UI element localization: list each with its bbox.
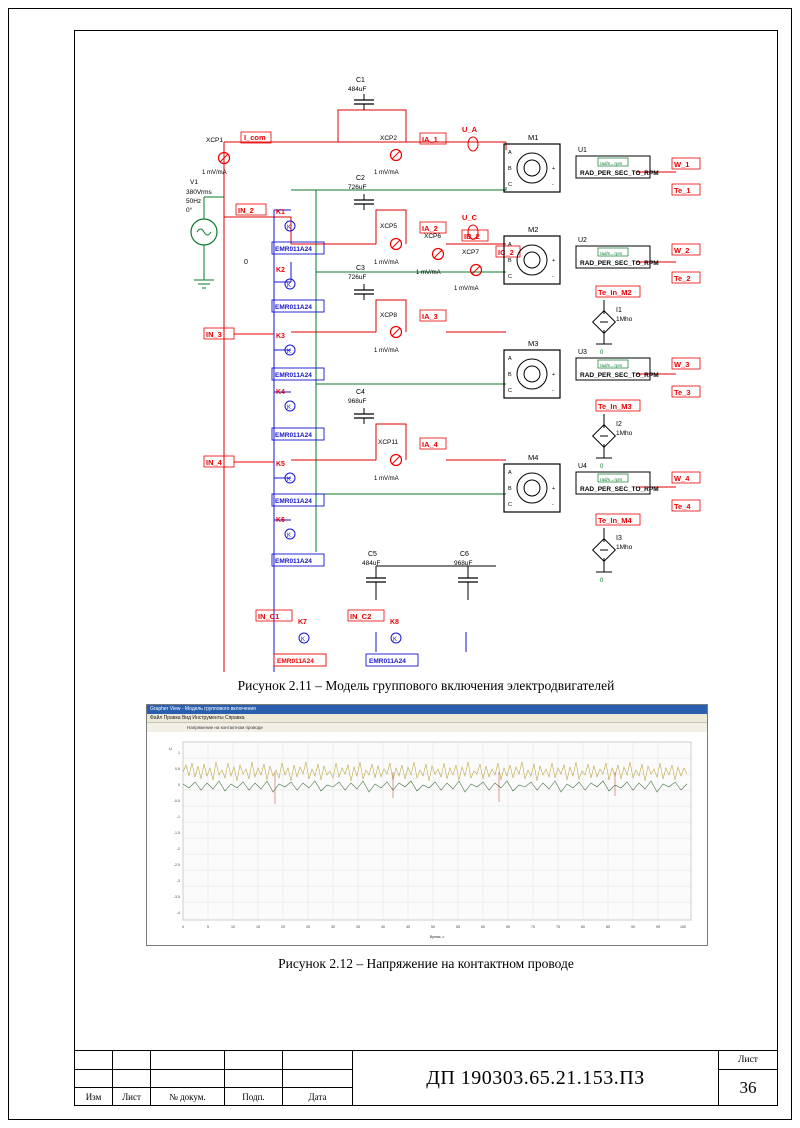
svg-text:W_2: W_2 [674, 246, 690, 255]
svg-text:B: B [508, 372, 512, 378]
label-xcp7-sens: 1 mV/mA [454, 286, 479, 292]
capacitor-c3 [354, 284, 374, 300]
chart-svg [147, 732, 705, 946]
svg-text:RAD_PER_SEC_TO_RPM: RAD_PER_SEC_TO_RPM [580, 486, 659, 493]
svg-text:K: K [287, 405, 292, 411]
motors [504, 133, 560, 512]
svg-text:IN_C1: IN_C1 [258, 612, 280, 621]
svg-text:W_3: W_3 [674, 360, 690, 369]
svg-text:IN_4: IN_4 [206, 458, 222, 467]
svg-text:rad/s→rpm: rad/s→rpm [600, 161, 623, 166]
svg-text:0: 0 [600, 350, 604, 356]
svg-text:45: 45 [406, 925, 410, 929]
svg-text:rad/s→rpm: rad/s→rpm [600, 477, 623, 482]
svg-text:EMR011A24: EMR011A24 [275, 498, 312, 505]
sheet-number: 36 [739, 1077, 757, 1097]
label-c1: C1 [356, 77, 365, 84]
label-i-com: I_com [244, 133, 266, 142]
tb-header-list: Лист [113, 1087, 151, 1105]
label-xcp2: XCP2 [380, 135, 397, 142]
svg-text:30: 30 [331, 925, 335, 929]
label-xcp5: XCP5 [380, 223, 397, 230]
probe-xcp6 [433, 249, 444, 260]
page-content [76, 32, 776, 1048]
svg-text:Te_3: Te_3 [674, 388, 691, 397]
tb-cell-list-2 [113, 1069, 151, 1087]
svg-text:95: 95 [656, 925, 660, 929]
svg-text:EMR011A24: EMR011A24 [275, 246, 312, 253]
label-ia-3: IA_3 [422, 312, 438, 321]
svg-text:U3: U3 [578, 349, 587, 356]
tb-header-docnum: № докум. [151, 1087, 225, 1105]
svg-text:-1: -1 [176, 815, 180, 819]
label-c4: C4 [356, 389, 365, 396]
label-xcp11: XCP11 [378, 439, 399, 446]
capacitor-c5 [366, 566, 496, 600]
svg-text:K: K [287, 477, 292, 483]
svg-text:rad/s→rpm: rad/s→rpm [600, 363, 623, 368]
svg-text:-0.5: -0.5 [173, 799, 180, 803]
svg-text:K: K [287, 225, 292, 231]
probe-xcp8 [391, 327, 402, 338]
svg-text:1Mho: 1Mho [616, 544, 633, 551]
figure-212 [146, 704, 706, 946]
svg-text:C: C [508, 388, 512, 394]
svg-text:M3: M3 [528, 339, 539, 348]
svg-text:-3: -3 [176, 879, 180, 883]
label-xcp6: XCP6 [424, 233, 441, 240]
svg-text:B: B [508, 166, 512, 172]
svg-text:K: K [393, 637, 398, 643]
svg-text:+: + [552, 486, 556, 492]
svg-text:IN_3: IN_3 [206, 330, 222, 339]
svg-text:RAD_PER_SEC_TO_RPM: RAD_PER_SEC_TO_RPM [580, 170, 659, 177]
label-c3-value: 726uF [348, 274, 367, 281]
svg-text:0: 0 [182, 925, 184, 929]
label-v1: V1 [190, 179, 198, 186]
label-xcp1: XCP1 [206, 137, 223, 144]
svg-text:-: - [552, 502, 554, 508]
svg-text:0: 0 [178, 783, 180, 787]
svg-text:W_4: W_4 [674, 474, 690, 483]
svg-text:0.5: 0.5 [175, 767, 180, 771]
label-u-a: U_A [462, 125, 478, 134]
grapher-titlebar: Grapher View - Модель группового включения [147, 705, 707, 714]
svg-text:K: K [287, 533, 292, 539]
document-code: ДП 190303.65.21.153.ПЗ [426, 1066, 645, 1089]
tb-header-podp: Подп. [225, 1087, 283, 1105]
svg-text:+: + [552, 372, 556, 378]
source-v1 [191, 197, 224, 288]
svg-text:50: 50 [431, 925, 435, 929]
svg-text:rad/s→rpm: rad/s→rpm [600, 251, 623, 256]
label-v1-phase: 0° [186, 207, 193, 214]
svg-text:U1: U1 [578, 147, 587, 154]
svg-text:EMR011A24: EMR011A24 [277, 658, 314, 665]
svg-text:K: K [287, 283, 292, 289]
svg-text:RAD_PER_SEC_TO_RPM: RAD_PER_SEC_TO_RPM [580, 372, 659, 379]
svg-text:Te_4: Te_4 [674, 502, 691, 511]
label-v1-freq: 50Hz [186, 198, 202, 205]
svg-text:10: 10 [231, 925, 235, 929]
relay-k7 [274, 619, 326, 666]
tb-cell-podp-value [225, 1051, 283, 1069]
svg-text:K2: K2 [276, 267, 285, 274]
label-ia-2: IA_2 [422, 224, 438, 233]
svg-text:EMR011A24: EMR011A24 [275, 304, 312, 311]
svg-text:RAD_PER_SEC_TO_RPM: RAD_PER_SEC_TO_RPM [580, 260, 659, 267]
svg-text:M2: M2 [528, 225, 539, 234]
svg-text:Te_In_M4: Te_In_M4 [598, 516, 632, 525]
svg-text:M1: M1 [528, 133, 539, 142]
relay-k8 [366, 619, 418, 666]
grapher-window [146, 704, 708, 946]
svg-text:K1: K1 [276, 209, 285, 216]
svg-text:I1: I1 [616, 307, 622, 314]
svg-text:+: + [552, 258, 556, 264]
label-xcp6-sens: 1 mV/mA [416, 270, 441, 276]
label-ib-2: IB_2 [464, 232, 480, 241]
svg-text:80: 80 [581, 925, 585, 929]
svg-text:EMR011A24: EMR011A24 [275, 558, 312, 565]
svg-text:25: 25 [306, 925, 310, 929]
svg-text:35: 35 [356, 925, 360, 929]
probe-xcp5 [391, 239, 402, 250]
svg-text:Te_1: Te_1 [674, 186, 691, 195]
svg-text:K3: K3 [276, 333, 285, 340]
svg-text:40: 40 [381, 925, 385, 929]
svg-text:55: 55 [456, 925, 460, 929]
tb-cell-izm-value [75, 1051, 113, 1069]
label-c1-value: 484uF [348, 86, 367, 93]
tb-header-data: Дата [283, 1087, 353, 1105]
label-xcp8: XCP8 [380, 312, 397, 319]
label-c6: C6 [460, 551, 469, 558]
svg-text:20: 20 [281, 925, 285, 929]
svg-text:Te_2: Te_2 [674, 274, 691, 283]
label-c2: C2 [356, 175, 365, 182]
label-c5-value: 484uF [362, 560, 381, 567]
svg-text:-: - [552, 274, 554, 280]
svg-text:C: C [508, 182, 512, 188]
chart-ylabel: U [169, 746, 172, 751]
tb-cell-data-value [283, 1051, 353, 1069]
svg-text:A: A [508, 150, 512, 156]
svg-text:15: 15 [256, 925, 260, 929]
title-block-left [75, 1051, 353, 1105]
label-c5: C5 [368, 551, 377, 558]
svg-text:C: C [508, 274, 512, 280]
svg-text:K: K [301, 637, 306, 643]
svg-text:5: 5 [207, 925, 209, 929]
svg-text:-1.5: -1.5 [173, 831, 180, 835]
svg-text:EMR011A24: EMR011A24 [275, 432, 312, 439]
svg-text:A: A [508, 470, 512, 476]
chart-canvas [147, 732, 707, 946]
svg-text:-: - [552, 388, 554, 394]
label-c2-value: 726uF [348, 184, 367, 191]
title-block-row-1 [75, 1051, 353, 1069]
svg-text:1: 1 [178, 751, 180, 755]
label-c4-value: 968uF [348, 398, 367, 405]
figure-212-caption: Рисунок 2.12 – Напряжение на контактном проводе [278, 956, 574, 971]
title-block-right [718, 1051, 777, 1105]
svg-text:Te_In_M3: Te_In_M3 [598, 402, 632, 411]
svg-text:W_1: W_1 [674, 160, 690, 169]
label-ia-4: IA_4 [422, 440, 438, 449]
label-ground-0: 0 [244, 259, 248, 266]
label-u-c: U_C [462, 213, 478, 222]
label-xcp8-sens: 1 mV/mA [374, 348, 399, 354]
figure-211-schematic [76, 32, 776, 672]
svg-text:B: B [508, 486, 512, 492]
probe-xcp11 [391, 455, 402, 466]
label-v1-voltage: 380Vrms [186, 189, 212, 196]
svg-text:K6: K6 [276, 517, 285, 524]
svg-text:-2.5: -2.5 [173, 863, 180, 867]
svg-text:C: C [508, 502, 512, 508]
svg-text:100: 100 [680, 925, 686, 929]
probe-xcp2 [391, 150, 402, 161]
svg-text:1Mho: 1Mho [616, 430, 633, 437]
svg-text:85: 85 [606, 925, 610, 929]
grapher-subheader: Напряжение на контактном проводе [147, 723, 707, 732]
capacitor-c2 [354, 194, 374, 210]
svg-text:U2: U2 [578, 237, 587, 244]
svg-text:EMR011A24: EMR011A24 [369, 658, 406, 665]
label-c3: C3 [356, 265, 365, 272]
svg-text:I2: I2 [616, 421, 622, 428]
label-c6-value: 968uF [454, 560, 473, 567]
svg-text:A: A [508, 356, 512, 362]
svg-text:K5: K5 [276, 461, 285, 468]
title-block-row-2 [75, 1069, 353, 1087]
title-block [74, 1050, 778, 1106]
tb-header-izm: Изм [75, 1087, 113, 1105]
svg-text:I3: I3 [616, 535, 622, 542]
label-xcp7: XCP7 [462, 249, 479, 256]
svg-text:+: + [552, 166, 556, 172]
svg-text:-: - [552, 182, 554, 188]
capacitor-c6 [458, 566, 478, 600]
svg-text:75: 75 [556, 925, 560, 929]
current-sources [593, 300, 633, 584]
svg-text:A: A [508, 242, 512, 248]
figure-211-caption: Рисунок 2.11 – Модель группового включения электродвигателей [237, 678, 615, 693]
label-ic-2: IC_2 [498, 248, 514, 257]
probe-xcp7 [471, 265, 482, 276]
svg-text:90: 90 [631, 925, 635, 929]
svg-text:-3.5: -3.5 [173, 895, 180, 899]
capacitor-c4 [354, 408, 374, 424]
svg-text:70: 70 [531, 925, 535, 929]
svg-text:K7: K7 [298, 619, 307, 626]
svg-text:IN_C2: IN_C2 [350, 612, 372, 621]
grapher-menubar: Файл Правка Вид Инструменты Справка [147, 714, 707, 723]
svg-text:-4: -4 [176, 911, 180, 915]
tb-cell-data-2 [283, 1069, 353, 1087]
svg-text:U4: U4 [578, 463, 587, 470]
svg-text:K: K [287, 349, 292, 355]
svg-text:IN_2: IN_2 [238, 206, 254, 215]
svg-text:M4: M4 [528, 453, 539, 462]
tb-cell-list-value [113, 1051, 151, 1069]
svg-text:K4: K4 [276, 389, 285, 396]
label-xcp11-sens: 1 mV/mA [374, 476, 399, 482]
label-xcp1-sens: 1 mV/mA [202, 170, 227, 176]
tb-cell-docnum-value [151, 1051, 225, 1069]
title-block-header-row [75, 1087, 353, 1105]
chart-xlabel: Время, с [429, 935, 445, 939]
output-terminals [596, 158, 700, 525]
svg-text:EMR011A24: EMR011A24 [275, 372, 312, 379]
label-ia-1: IA_1 [422, 135, 438, 144]
schematic-svg [76, 32, 766, 672]
label-xcp2-sens: 1 mV/mA [374, 170, 399, 176]
svg-text:-2: -2 [176, 847, 180, 851]
svg-text:1Mho: 1Mho [616, 316, 633, 323]
svg-text:60: 60 [481, 925, 485, 929]
tb-cell-docnum-2 [151, 1069, 225, 1087]
sheet-label: Лист [719, 1051, 777, 1070]
tb-cell-podp-2 [225, 1069, 283, 1087]
capacitor-c1 [354, 94, 374, 110]
svg-text:65: 65 [506, 925, 510, 929]
svg-text:Te_In_M2: Te_In_M2 [598, 288, 632, 297]
svg-text:K8: K8 [390, 619, 399, 626]
svg-text:B: B [508, 258, 512, 264]
svg-text:0: 0 [600, 578, 604, 584]
label-xcp5-sens: 1 mV/mA [374, 260, 399, 266]
svg-text:0: 0 [600, 464, 604, 470]
tb-cell-izm-2 [75, 1069, 113, 1087]
